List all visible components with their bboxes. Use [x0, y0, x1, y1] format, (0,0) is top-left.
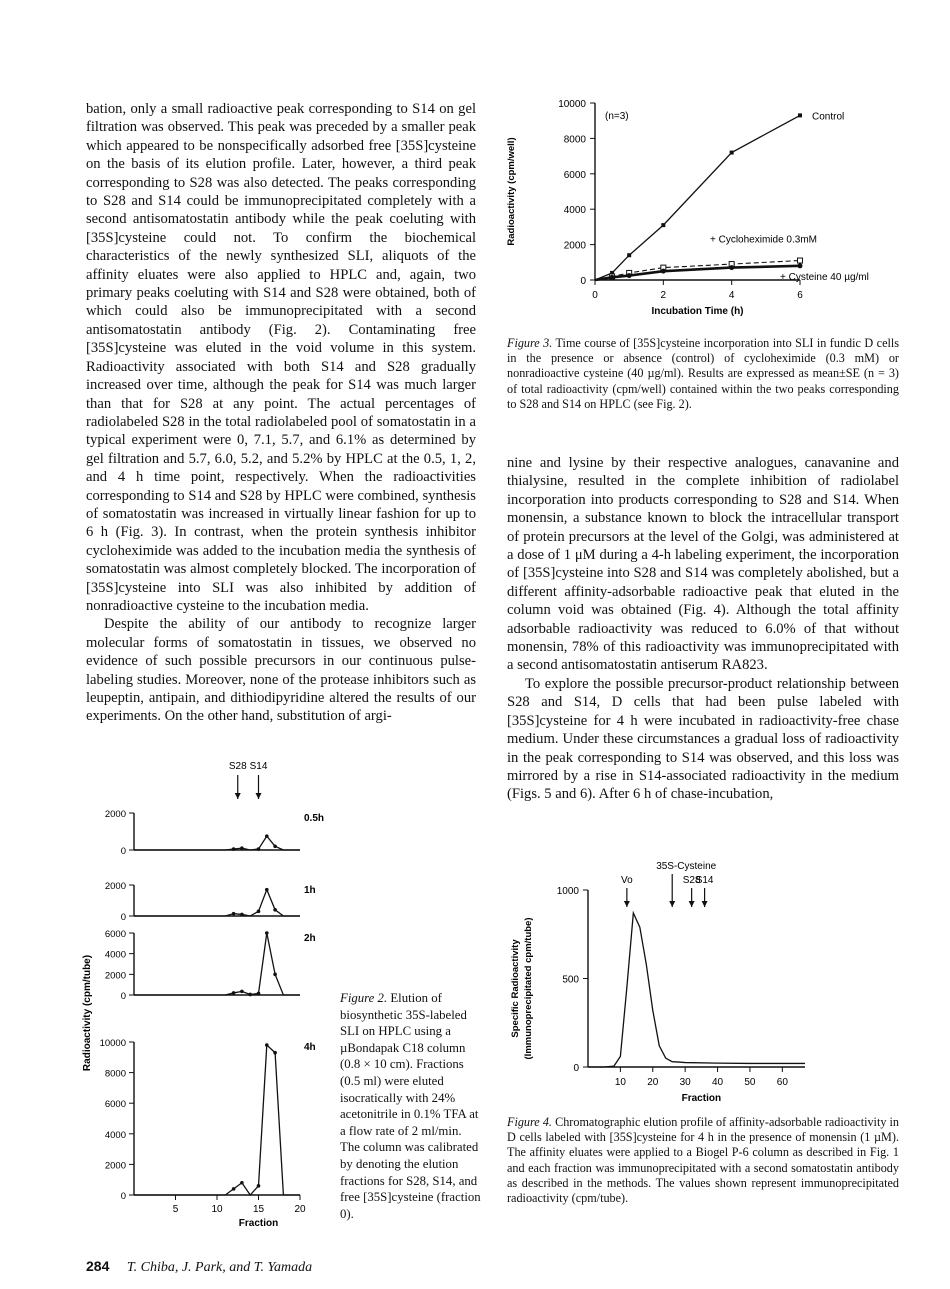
fig2-panel-label: 4h: [304, 1042, 316, 1053]
fig4-x-tick-label: 50: [744, 1077, 756, 1088]
fig2-data-point: [265, 1043, 269, 1047]
figure-2-caption: [340, 990, 482, 1222]
figure-3-chart: [500, 88, 900, 328]
figure-4-caption-text: Chromatographic elution profile of affinity-adsorbable radioactivity in D cells labeled with [35S]cysteine for 4 h in the presence of monensin (1 µM). The affinity eluates were applied to a Biogel P-6 column as described in Fig. 1 and each fraction was immunoprecipitated with a second somatostatin antibody as described in the methods. The values shown represent immunoprecipitated radioactivity (cpm/tube).: [507, 1115, 900, 1206]
fig3-data-point: [798, 258, 803, 263]
fig2-marker-arrow-head: [235, 793, 241, 799]
right-paragraph-2: To explore the possible precursor-product relationship between S28 and S14, D cells that had been pulse labeled with [35S]cysteine for 4 h were incubated in radioactivity-free chase medium. Under these circumstances a gradual loss of radioactivity in the peak corresponding to S14 was observed, and this loss was mirrored by a rise in S14-associated radioactivity in the medium (Figs. 5 and 6). After 6 h of chase-incubation,: [507, 675, 899, 803]
fig2-data-point: [232, 847, 236, 851]
fig2-marker-arrow-head: [256, 793, 262, 799]
fig3-legend-cysteine: + Cysteine 40 µg/ml: [780, 271, 869, 283]
fig2-data-point: [265, 834, 269, 838]
fig2-y-tick-label: 6000: [104, 1099, 126, 1111]
fig2-y-tick-label: 4000: [104, 949, 126, 961]
fig2-panel-label: 2h: [304, 933, 316, 944]
figure-3-caption-text: Time course of [35S]cysteine incorporation into SLI in fundic D cells in the presence or absence (control) of cycloheximide (0.3 mM) or nonradioactive cysteine (40 µg/ml). Results are expressed as mean±SE (n = 3) of total radioactivity (cpm/well) contained within the two peaks corresponding to S28 and S14 on HPLC (see Fig. 2).: [507, 336, 899, 411]
fig3-x-axis-label: Incubation Time (h): [651, 306, 744, 317]
fig3-y-tick-label: 2000: [563, 240, 586, 252]
figure-2-caption-label: Figure 2.: [340, 991, 388, 1005]
fig4-y-tick-label: 500: [562, 974, 579, 986]
fig2-x-tick-label: 20: [294, 1204, 306, 1215]
fig2-y-tick-label: 2000: [104, 970, 126, 982]
fig4-y-tick-label: 1000: [556, 886, 579, 897]
fig2-y-tick-label: 4000: [104, 1129, 126, 1141]
fig2-y-tick-label: 2000: [104, 1160, 126, 1172]
fig4-marker-arrow-head: [624, 901, 630, 907]
fig2-data-point: [240, 913, 244, 917]
fig3-x-tick-label: 6: [797, 290, 803, 301]
fig3-x-tick-label: 0: [592, 290, 598, 301]
fig2-panel-label: 1h: [304, 885, 316, 896]
fig3-x-tick-label: 2: [660, 290, 667, 301]
fig4-x-tick-label: 40: [711, 1077, 724, 1088]
fig2-data-point: [257, 847, 261, 851]
fig2-y-tick-label: 10000: [99, 1038, 126, 1049]
fig2-data-point: [240, 846, 244, 850]
fig2-marker-label: S28: [228, 761, 247, 772]
fig4-cysteine-marker-head: [669, 901, 675, 907]
fig4-x-tick-label: 20: [647, 1077, 659, 1088]
fig2-x-tick-label: 10: [211, 1204, 223, 1215]
fig3-series-line: [595, 115, 800, 280]
page-footer: [86, 1258, 312, 1276]
fig2-series-line: [134, 890, 300, 916]
left-paragraph-1: bation, only a small radioactive peak corresponding to S14 on gel filtration was observed. This peak was preceded by a smaller peak which appeared to be nonspecifically adsorbed free [35S]cysteine on the basis of its elution profile. Later, however, a third peak corresponding to S28 was also detected. The peaks corresponding to S28 and S14 could be immunoprecipitated completely with a second antisomatostatin antibody while the peak coeluting with [35S]cysteine could not. To confirm the biochemical characteristics of the newly synthesized SLI, aliquots of the affinity eluates were also applied to HPLC and, again, two primary peaks coeluting with S14 and S28 were obtained, both of which could also be immunoprecipitated with a second antisomatostatin antibody (Fig. 2). Contaminating free [35S]cysteine was eluted in the void volume in this system. Radioactivity associated with both S14 and S28 gradually increased over time, although the peak for S14 was much larger than that for S28 at any point. The actual percentages of radiolabeled S28 in the total radiolabeled pool of somatostatin in a typical experiment were 0, 7.1, 5.7, and 6.1% as determined by gel filtration and 5.7, 6.0, 5.2, and 5.2% by HPLC at the 0.5, 1, 2, and 4 h time point, respectively. When the radioactivities corresponding to S14 and S28 by HPLC were combined, synthesis of somatostatin was increased in virtually linear fashion for up to 6 h (Fig. 3). In contrast, when the protein synthesis inhibitor cycloheximide was added to the incubation media the synthesis of somatostatin was almost completely blocked. The incorporation of [35S]cysteine into SLI was also inhibited by addition of nonradioactive cysteine to the incubation media.: [86, 101, 476, 614]
figure-4-chart: [500, 855, 820, 1110]
fig3-y-tick-label: 4000: [563, 205, 586, 217]
fig2-data-point: [257, 910, 261, 914]
fig3-data-point: [661, 269, 666, 274]
fig2-panel-label: 0.5h: [304, 813, 325, 824]
fig3-n-annotation: (n=3): [605, 111, 629, 122]
fig2-marker-label: S14: [249, 761, 268, 772]
fig3-y-tick-label: 10000: [558, 99, 586, 110]
fig3-data-point: [798, 113, 802, 117]
fig2-data-point: [240, 1181, 244, 1185]
fig2-y-tick-label: 6000: [104, 929, 126, 940]
figure-3-caption-label: Figure 3.: [507, 336, 553, 350]
fig2-data-point: [273, 1051, 277, 1055]
fig2-data-point: [265, 931, 269, 935]
fig2-series-line: [134, 1045, 300, 1195]
fig3-legend-cycloheximide: + Cycloheximide 0.3mM: [710, 234, 817, 246]
fig3-data-point: [610, 275, 615, 280]
fig4-y-tick-label: 0: [573, 1063, 579, 1074]
fig2-data-point: [273, 973, 277, 977]
fig2-y-tick-label: 2000: [104, 809, 126, 820]
fig4-y-axis-label-1: Specific Radioactivity: [510, 939, 521, 1038]
fig2-data-point: [273, 845, 277, 849]
fig2-y-tick-label: 8000: [104, 1068, 126, 1080]
fig2-data-point: [232, 912, 236, 916]
fig4-x-tick-label: 10: [614, 1077, 626, 1088]
fig3-data-point: [730, 151, 734, 155]
fig3-y-tick-label: 6000: [563, 169, 586, 181]
authors: T. Chiba, J. Park, and T. Yamada: [126, 1260, 313, 1275]
right-column: [507, 454, 899, 804]
right-paragraph-1: nine and lysine by their respective analogues, canavanine and thialysine, resulted in the complete inhibition of radiolabel incorporation into products corresponding to S28 and S14. When monensin, a substance known to block the intracellular transport of protein precursors at the level of the Golgi, was administered at a dose of 1 μM during a 4-h labeling experiment, the incorporation of [35S]cysteine into S28 and S14 was completely abolished, but a different affinity-adsorbable radioactive peak that eluted in the column void was obtained (Fig. 4). Although the total affinity adsorbable radioactivity was reduced to 6.0% of that without monensin, 78% of this radioactivity was immunoprecipitated with a second antisomatostatin antiserum RA823.: [507, 455, 899, 674]
fig4-x-tick-label: 60: [776, 1077, 788, 1088]
fig3-x-tick-label: 4: [728, 290, 735, 301]
page-number: 284: [86, 1258, 110, 1274]
fig2-x-tick-label: 5: [172, 1204, 179, 1215]
fig3-y-tick-label: 0: [580, 276, 586, 287]
fig2-data-point: [273, 908, 277, 912]
fig3-legend-control: Control: [812, 111, 845, 123]
left-paragraph-2: Despite the ability of our antibody to recognize larger molecular forms of somatostatin in tissues, we observed no evidence of such possible precursors in our continuous pulse-labeling studies. Moreover, none of the protease inhibitors such as leupeptin, antipain, and dithiodipyridine altered the results of our experiments. On the other hand, substitution of argi-: [86, 616, 476, 725]
fig2-data-point: [232, 991, 236, 995]
fig3-data-point: [627, 273, 632, 278]
fig2-series-line: [134, 933, 300, 995]
fig3-data-point: [798, 263, 803, 268]
fig3-data-point: [627, 253, 631, 257]
fig2-x-tick-label: 15: [252, 1204, 265, 1215]
fig4-x-tick-label: 30: [679, 1077, 691, 1088]
figure-3-caption: [507, 336, 899, 412]
fig3-series-line: [595, 266, 800, 280]
fig2-x-axis-label: Fraction: [238, 1218, 279, 1229]
fig2-y-tick-label: 0: [120, 991, 126, 1002]
fig2-y-tick-label: 0: [120, 1191, 126, 1202]
figure-4-caption: [507, 1115, 899, 1206]
fig2-data-point: [257, 1184, 261, 1188]
fig4-marker-label: Vo: [621, 875, 633, 886]
fig4-x-axis-label: Fraction: [681, 1093, 722, 1104]
fig3-y-tick-label: 8000: [563, 134, 586, 146]
figure-2-caption-text: Elution of biosynthetic 35S-labeled SLI on HPLC using a µBondapak C18 column (0.8 × 10 cm). Fractions (0.5 ml) were eluted isocratically with 24% acetonitrile in 0.1% TFA at a flow rate of 2 ml/min. The column was calibrated by denoting the elution fractions for S28, S14, and free [35S]cysteine (fraction 0).: [340, 991, 481, 1221]
fig4-marker-arrow-head: [702, 901, 708, 907]
figure-2-chart: [76, 755, 336, 1245]
fig2-data-point: [240, 990, 244, 994]
fig2-y-tick-label: 0: [120, 912, 126, 923]
fig2-y-tick-label: 0: [120, 846, 126, 857]
fig2-y-tick-label: 2000: [104, 881, 126, 892]
fig2-data-point: [265, 888, 269, 892]
fig2-y-axis-label: Radioactivity (cpm/tube): [82, 954, 93, 1072]
fig3-data-point: [661, 223, 665, 227]
left-column: [86, 100, 476, 726]
fig2-data-point: [232, 1187, 236, 1191]
fig2-data-point: [257, 992, 261, 996]
fig4-series-line: [588, 913, 805, 1067]
fig4-marker-label: S28: [682, 875, 701, 886]
fig4-y-axis-label-2: (Immunoprecipitated cpm/tube): [523, 917, 534, 1060]
fig3-data-point: [729, 265, 734, 270]
figure-4-caption-label: Figure 4.: [507, 1115, 552, 1129]
fig3-y-axis-label: Radioactivity (cpm/well): [506, 137, 517, 246]
fig4-marker-label: S14: [695, 875, 714, 886]
fig2-data-point: [248, 993, 252, 997]
fig4-marker-arrow-head: [689, 901, 695, 907]
fig4-title: 35S-Cysteine: [656, 861, 717, 872]
